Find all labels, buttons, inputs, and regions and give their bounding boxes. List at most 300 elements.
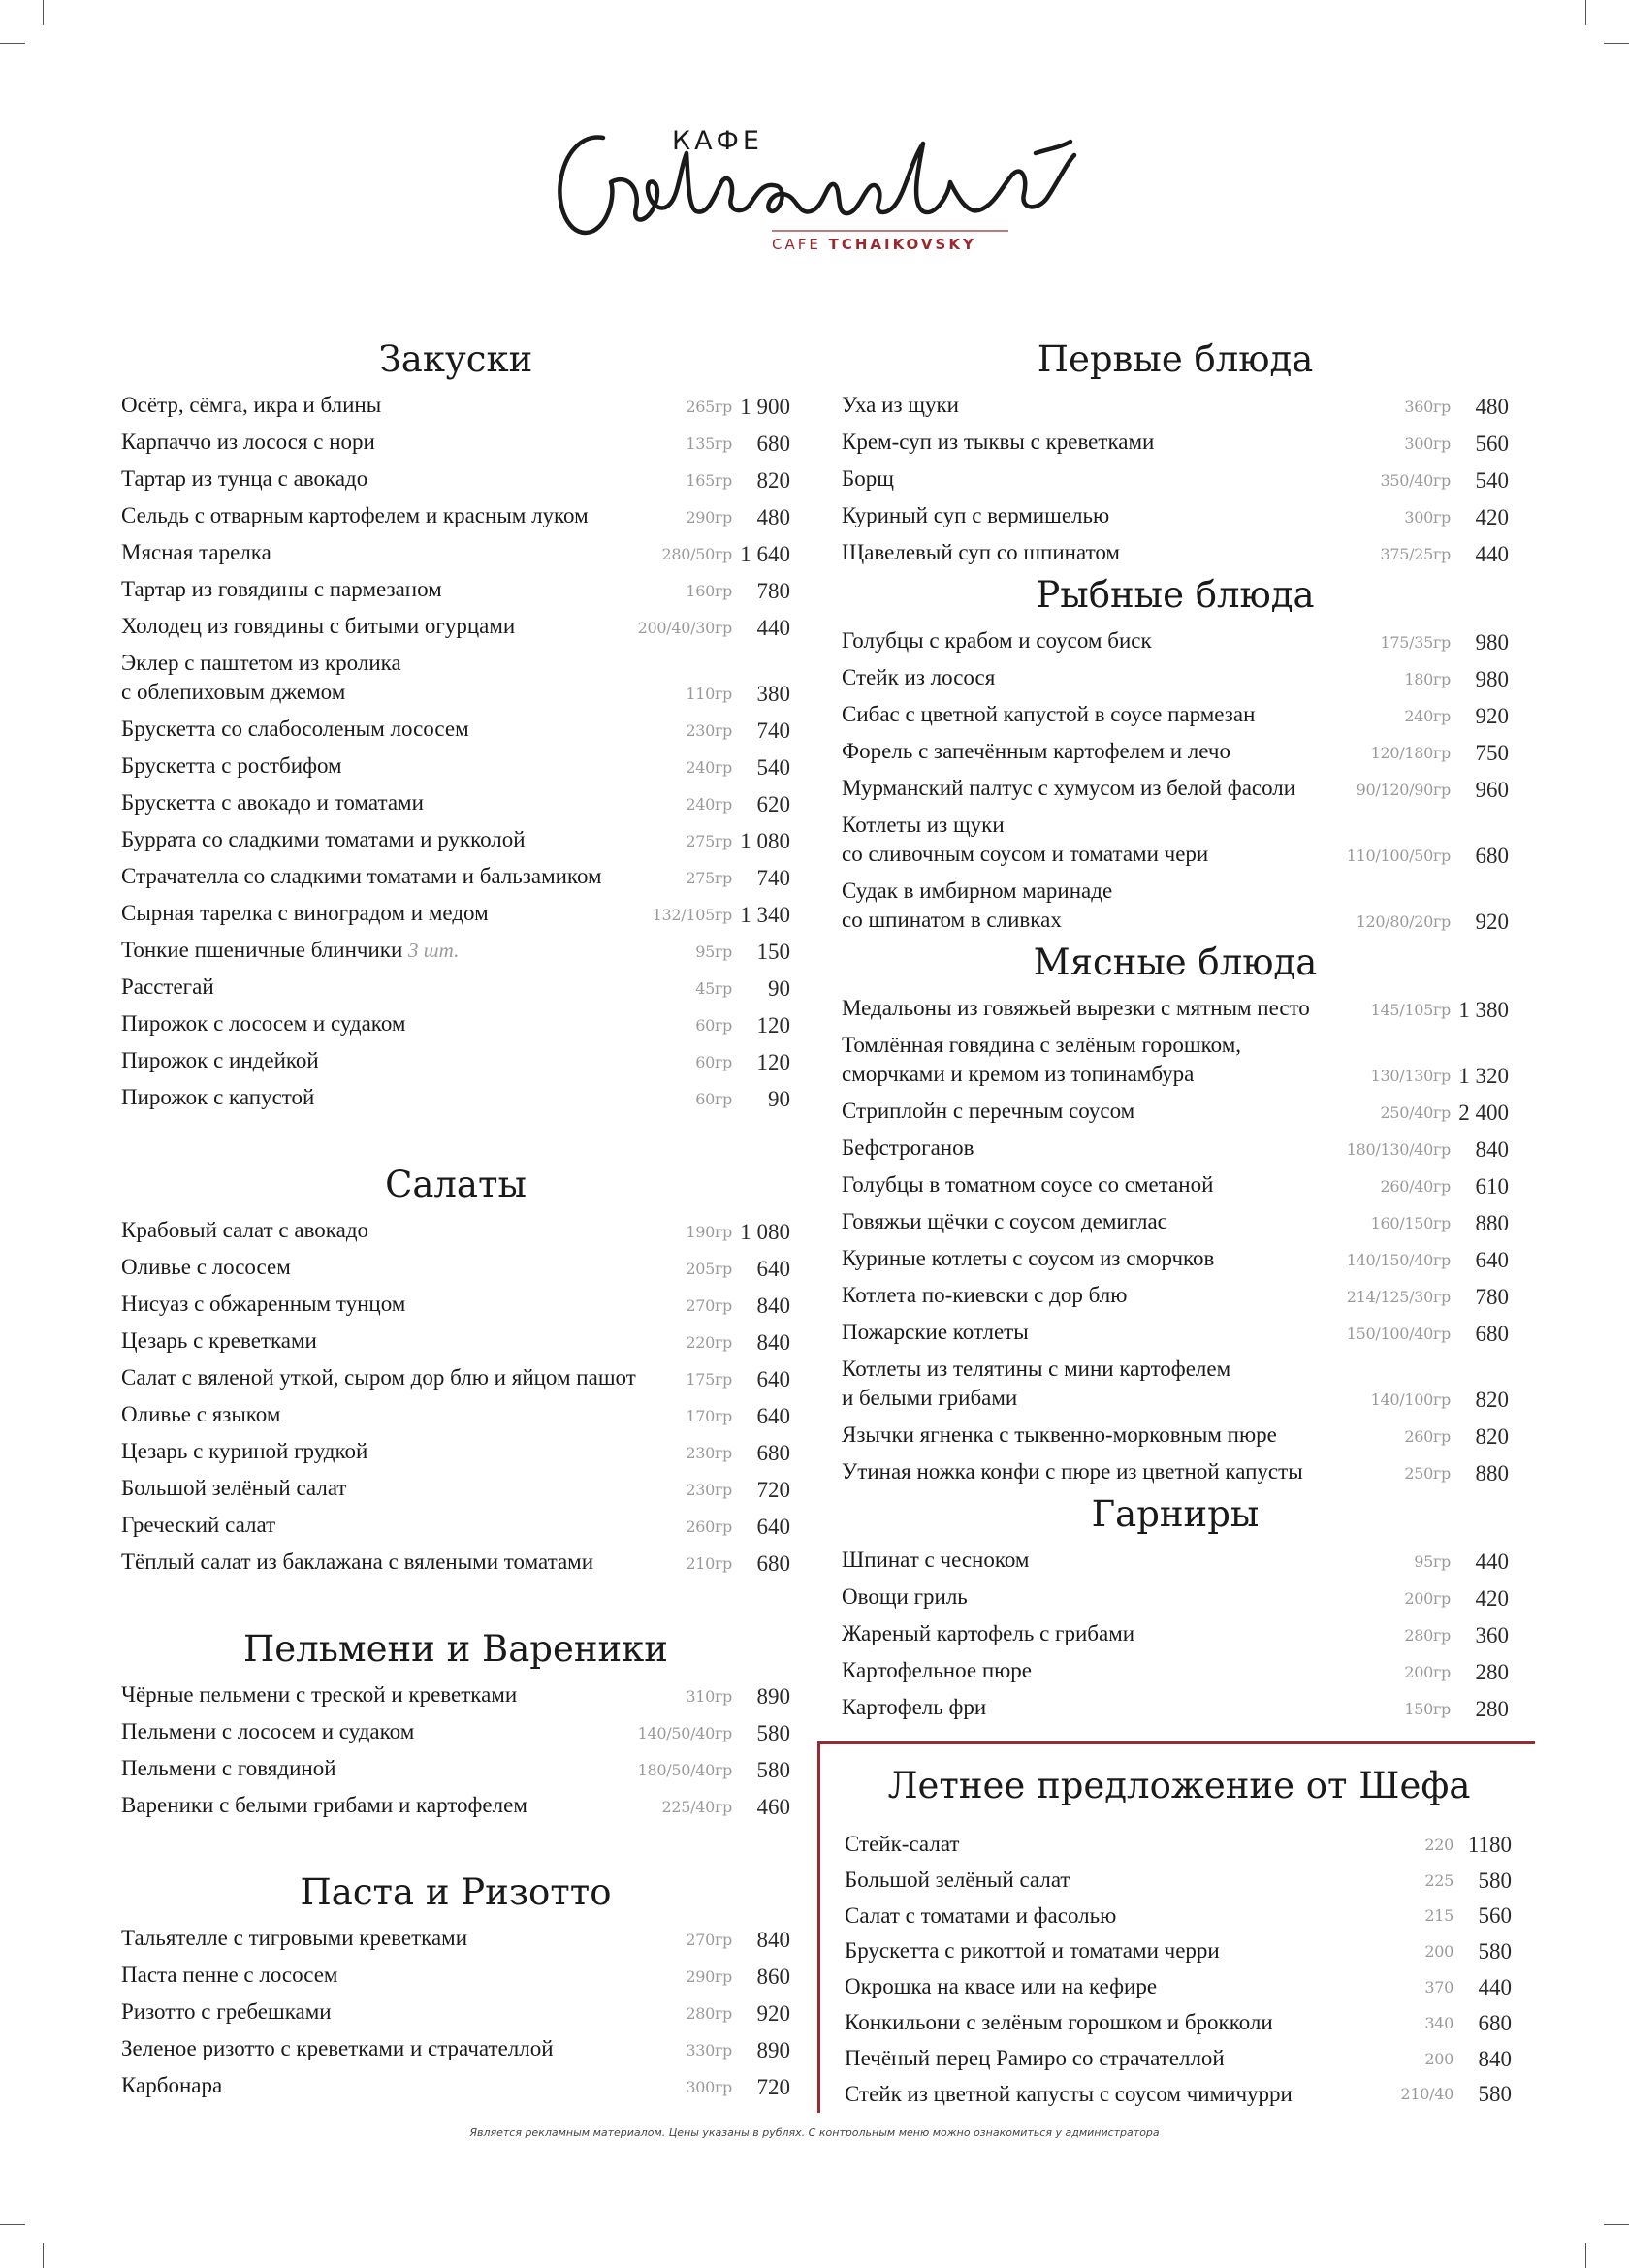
menu-item-weight: 214/125/30гр xyxy=(1346,1288,1451,1306)
menu-item-name: Ризотто с гребешками xyxy=(121,1999,332,2024)
menu-item-name: Карпаччо из лосося с нори xyxy=(121,430,375,454)
menu-item-weight: 110гр xyxy=(686,685,732,703)
menu-item-name: Оливье с лососем xyxy=(121,1255,291,1279)
crop-mark xyxy=(0,2224,25,2225)
menu-item-price: 1 380 xyxy=(1458,998,1509,1022)
menu-item-weight: 225 xyxy=(1424,1870,1453,1890)
menu-item-name: Большой зелёный салат xyxy=(845,1867,1070,1892)
menu-item-weight: 165гр xyxy=(686,471,732,490)
menu-item xyxy=(842,659,1509,696)
menu-item-weight: 180гр xyxy=(1404,670,1451,688)
menu-item-weight: 200гр xyxy=(1404,1589,1451,1608)
chef-special-box xyxy=(817,1741,1535,2113)
menu-item xyxy=(845,2076,1512,2112)
menu-item-price: 640 xyxy=(756,1515,790,1539)
menu-item xyxy=(842,1579,1509,1615)
menu-item-weight: 270гр xyxy=(686,1296,732,1315)
menu-item-name: Пожарские котлеты xyxy=(842,1320,1029,1344)
menu-item-price: 460 xyxy=(756,1795,790,1819)
menu-item-name: Уха из щуки xyxy=(842,393,959,417)
cafe-logo xyxy=(543,114,1086,260)
menu-item-price: 880 xyxy=(1475,1211,1509,1235)
menu-item xyxy=(842,1203,1509,1240)
menu-item xyxy=(121,1957,790,1994)
crop-mark xyxy=(0,43,25,44)
menu-item-price: 840 xyxy=(756,1294,790,1318)
menu-item-weight: 200гр xyxy=(1404,1663,1451,1681)
menu-item-weight: 45гр xyxy=(695,979,732,998)
menu-item xyxy=(121,461,790,497)
menu-item-name: Шпинат с чесноком xyxy=(842,1548,1030,1572)
menu-item-price: 610 xyxy=(1475,1174,1509,1198)
menu-item-weight: 220 xyxy=(1424,1835,1453,1854)
menu-item-weight: 160гр xyxy=(686,582,732,600)
menu-item-price: 960 xyxy=(1475,778,1509,802)
menu-item xyxy=(121,711,790,748)
menu-item-price: 640 xyxy=(756,1257,790,1281)
section-title: Пельмени и Вареники xyxy=(243,1628,668,1670)
menu-item-price: 840 xyxy=(1475,1137,1509,1162)
menu-item xyxy=(842,1166,1509,1203)
menu-item xyxy=(121,1323,790,1359)
menu-item xyxy=(121,645,790,711)
menu-item-name: Большой зелёный салат xyxy=(121,1476,347,1500)
menu-item-weight: 140/50/40гр xyxy=(637,1724,732,1742)
menu-item-weight: 290гр xyxy=(686,508,732,527)
menu-item xyxy=(121,424,790,461)
menu-item-price: 620 xyxy=(756,792,790,816)
menu-item-price: 860 xyxy=(756,1965,790,1989)
menu-item-name: Медальоны из говяжьей вырезки с мятным песто xyxy=(842,996,1310,1020)
menu-item-name: Зеленое ризотто с креветками и страчателлой xyxy=(121,2036,554,2060)
menu-item-price: 580 xyxy=(1478,1868,1512,1893)
menu-item-name: Паста пенне с лососем xyxy=(121,1963,338,1987)
menu-item xyxy=(121,895,790,932)
menu-item-price: 680 xyxy=(1475,1322,1509,1346)
menu-item-name: Окрошка на квасе или на кефире xyxy=(845,1974,1158,1999)
menu-item xyxy=(121,1249,790,1286)
menu-item-price: 720 xyxy=(756,1478,790,1502)
menu-column-left xyxy=(121,338,790,2104)
menu-item-price: 890 xyxy=(756,1684,790,1709)
menu-item-price: 560 xyxy=(1478,1903,1512,1929)
menu-item xyxy=(121,932,790,969)
menu-item xyxy=(842,873,1509,939)
menu-item-name: Брускетта с рикоттой и томатами черри xyxy=(845,1938,1220,1964)
menu-item-price: 580 xyxy=(1478,2082,1512,2107)
menu-item xyxy=(121,1396,790,1433)
menu-item-weight: 230гр xyxy=(686,1481,732,1499)
menu-item-name: Голубцы с крабом и соусом биск xyxy=(842,628,1152,653)
footnote: Является рекламным материалом. Цены указаны в рублях. С контрольным меню можно ознакомиться у администратора xyxy=(469,2126,1160,2139)
logo-cafe-name: TCHAIKOVSKY xyxy=(828,236,976,253)
menu-item-weight: 210гр xyxy=(686,1554,732,1573)
menu-item-name: Котлеты из щуки со сливочным соусом и томатами чери xyxy=(842,813,1209,866)
menu-item-weight: 275гр xyxy=(686,832,732,850)
menu-item xyxy=(842,1453,1509,1490)
menu-item xyxy=(842,534,1509,571)
menu-item-weight: 360гр xyxy=(1404,398,1451,416)
menu-item-price: 580 xyxy=(756,1721,790,1745)
menu-item-price: 120 xyxy=(756,1050,790,1074)
menu-item-price: 1 340 xyxy=(740,903,790,927)
menu-item-name: Брускетта с авокадо и томатами xyxy=(121,790,424,815)
menu-item-price: 1 080 xyxy=(740,1220,790,1244)
crop-mark xyxy=(43,0,44,25)
menu-item-weight: 330гр xyxy=(686,2041,732,2060)
menu-item xyxy=(842,1652,1509,1689)
menu-item-weight: 370 xyxy=(1424,1977,1453,1996)
menu-item-weight: 205гр xyxy=(686,1260,732,1278)
menu-item xyxy=(121,858,790,895)
menu-item-name: Тартар из говядины с пармезаном xyxy=(121,577,442,601)
menu-item xyxy=(842,424,1509,461)
menu-item-price: 420 xyxy=(1475,505,1509,529)
menu-item-price: 840 xyxy=(756,1928,790,1952)
crop-mark xyxy=(1585,2243,1586,2268)
menu-item-name: Стейк из цветной капусты с соусом чимичурри xyxy=(845,2081,1293,2106)
menu-item-price: 1 320 xyxy=(1458,1064,1509,1088)
menu-item xyxy=(842,1314,1509,1351)
menu-item xyxy=(121,2030,790,2067)
menu-item-weight: 210/40 xyxy=(1400,2085,1453,2104)
menu-item-price: 1 640 xyxy=(740,542,790,566)
menu-item-weight: 215 xyxy=(1424,1906,1453,1926)
chef-special-list xyxy=(845,1826,1512,2111)
menu-item-name: Жареный картофель с грибами xyxy=(842,1621,1135,1645)
menu-item xyxy=(842,1130,1509,1166)
menu-item-name: Голубцы в томатном соусе со сметаной xyxy=(842,1172,1214,1197)
menu-item-weight: 250/40гр xyxy=(1380,1103,1451,1122)
menu-item xyxy=(842,807,1509,873)
logo-cafe-tchaikovsky xyxy=(772,236,976,253)
menu-item-weight: 140/150/40гр xyxy=(1346,1251,1451,1269)
menu-item-name: Стейк-салат xyxy=(845,1832,960,1856)
menu-item-price: 750 xyxy=(1475,741,1509,765)
menu-item xyxy=(121,748,790,784)
menu-item-name: Эклер с паштетом из кролика с облепиховым джемом xyxy=(121,651,401,704)
menu-item xyxy=(842,770,1509,807)
menu-item xyxy=(842,387,1509,424)
menu-item-price: 680 xyxy=(1478,2010,1512,2035)
menu-item-price: 580 xyxy=(756,1758,790,1782)
menu-item-price: 540 xyxy=(1475,468,1509,493)
menu-item-price: 90 xyxy=(768,1087,790,1111)
menu-item-name: Тальятелле с тигровыми креветками xyxy=(121,1926,468,1950)
menu-item xyxy=(121,1920,790,1957)
menu-item-name: Пельмени с говядиной xyxy=(121,1756,336,1780)
menu-item-weight: 300гр xyxy=(686,2078,732,2096)
menu-item-weight: 132/105гр xyxy=(652,906,732,924)
menu-item-price: 480 xyxy=(1475,395,1509,419)
menu-item-name: Мурманский палтус с хумусом из белой фасоли xyxy=(842,776,1296,800)
menu-item-weight: 60гр xyxy=(695,1016,732,1035)
menu-item-weight: 300гр xyxy=(1404,508,1451,527)
menu-item-name: Брускетта со слабосоленым лососем xyxy=(121,717,469,741)
menu-item-weight: 150гр xyxy=(1404,1700,1451,1718)
menu-item-weight: 95гр xyxy=(1414,1552,1451,1571)
menu-item-name: Оливье с языком xyxy=(121,1402,281,1426)
chef-special-title: Летнее предложение от Шефа xyxy=(887,1765,1471,1806)
menu-item-weight: 260гр xyxy=(1404,1427,1451,1446)
menu-item-weight: 175/35гр xyxy=(1380,633,1451,652)
menu-item-name: Холодец из говядины с битыми огурцами xyxy=(121,614,516,638)
menu-item xyxy=(845,1933,1512,1968)
menu-item xyxy=(121,1470,790,1507)
menu-item-weight: 260/40гр xyxy=(1380,1177,1451,1196)
menu-item-price: 440 xyxy=(1475,542,1509,566)
menu-item-name: Крем-суп из тыквы с креветками xyxy=(842,430,1155,454)
menu-item-weight: 280гр xyxy=(1404,1626,1451,1645)
menu-item-weight: 280/50гр xyxy=(661,545,732,563)
menu-item-price: 440 xyxy=(756,616,790,640)
menu-item xyxy=(845,1826,1512,1862)
menu-item-price: 2 400 xyxy=(1458,1101,1509,1125)
menu-item-price: 150 xyxy=(756,940,790,964)
menu-item-price: 280 xyxy=(1475,1660,1509,1684)
menu-item-name: Буррата со сладкими томатами и рукколой xyxy=(121,827,526,851)
menu-item-weight: 140/100гр xyxy=(1370,1390,1451,1409)
menu-item-name: Карбонара xyxy=(121,2073,223,2097)
menu-item-name: Тёплый салат из баклажана с вялеными томатами xyxy=(121,1549,594,1574)
menu-item-price: 680 xyxy=(756,431,790,456)
menu-item-price: 360 xyxy=(1475,1623,1509,1647)
menu-item xyxy=(842,1240,1509,1277)
menu-item-weight: 60гр xyxy=(695,1090,732,1108)
menu-item xyxy=(845,1862,1512,1898)
menu-item-weight: 130/130гр xyxy=(1370,1067,1451,1085)
menu-item-list xyxy=(842,623,1509,939)
menu-item-weight: 145/105гр xyxy=(1370,1001,1451,1019)
menu-item xyxy=(842,990,1509,1027)
section-title: Гарниры xyxy=(1091,1493,1260,1535)
menu-item xyxy=(842,733,1509,770)
menu-item-weight: 240гр xyxy=(686,795,732,814)
menu-item-price: 90 xyxy=(768,976,790,1001)
menu-item-price: 280 xyxy=(1475,1697,1509,1721)
menu-item-name: Стриплойн с перечным соусом xyxy=(842,1099,1135,1123)
menu-item-weight: 135гр xyxy=(686,434,732,453)
menu-item xyxy=(121,784,790,821)
menu-item-price: 420 xyxy=(1475,1586,1509,1611)
menu-item xyxy=(842,1027,1509,1093)
menu-item xyxy=(121,608,790,645)
menu-item-weight: 110/100/50гр xyxy=(1346,847,1451,865)
menu-item-name: Пельмени с лососем и судаком xyxy=(121,1719,415,1743)
menu-item-name: Томлённая говядина с зелёным горошком, сморчками и кремом из топинамбура xyxy=(842,1033,1242,1086)
menu-item xyxy=(121,1507,790,1544)
menu-item-name: Салат с томатами и фасолью xyxy=(845,1902,1117,1928)
menu-item xyxy=(121,1787,790,1824)
menu-item-name: Овощи гриль xyxy=(842,1584,968,1609)
menu-item-weight: 300гр xyxy=(1404,434,1451,453)
menu-item-name: Пирожок с индейкой xyxy=(121,1048,319,1072)
menu-item-weight: 340 xyxy=(1424,2013,1453,2032)
menu-item-price: 680 xyxy=(756,1551,790,1576)
menu-item-name: Вареники с белыми грибами и картофелем xyxy=(121,1793,527,1817)
menu-item-weight: 190гр xyxy=(686,1223,732,1241)
menu-item-weight: 265гр xyxy=(686,398,732,416)
menu-item xyxy=(121,1286,790,1323)
menu-item-name: Судак в имбирном маринаде со шпинатом в сливках xyxy=(842,878,1113,932)
menu-item-weight: 290гр xyxy=(686,1967,732,1986)
menu-item-price: 480 xyxy=(756,505,790,529)
menu-item-weight: 90/120/90гр xyxy=(1356,781,1451,799)
menu-item-price: 640 xyxy=(756,1404,790,1428)
menu-item-name: Тонкие пшеничные блинчики 3 шт. xyxy=(121,938,460,962)
menu-item xyxy=(121,1042,790,1079)
menu-item xyxy=(842,1093,1509,1130)
menu-item-name: Стейк из лосося xyxy=(842,665,996,689)
menu-item-price: 1180 xyxy=(1467,1832,1512,1857)
menu-item-price: 820 xyxy=(1475,1424,1509,1449)
menu-item-weight: 240гр xyxy=(686,758,732,777)
menu-item-name: Сырная тарелка с виноградом и медом xyxy=(121,901,489,925)
menu-item-list xyxy=(842,1542,1509,1726)
menu-item-name: Картофель фри xyxy=(842,1695,987,1719)
menu-item xyxy=(121,1713,790,1750)
menu-item-weight: 275гр xyxy=(686,869,732,887)
menu-item-price: 1 080 xyxy=(740,829,790,853)
menu-item-price: 560 xyxy=(1475,431,1509,456)
menu-item-price: 720 xyxy=(756,2075,790,2099)
menu-item-name: Брускетта с ростбифом xyxy=(121,753,342,778)
menu-item xyxy=(121,1750,790,1787)
menu-item xyxy=(121,2067,790,2104)
menu-item-list xyxy=(121,1677,790,1824)
menu-item-weight: 230гр xyxy=(686,721,732,740)
menu-item-price: 980 xyxy=(1475,667,1509,691)
menu-item-name: Утиная ножка конфи с пюре из цветной капусты xyxy=(842,1459,1303,1484)
menu-item-name: Салат с вяленой уткой, сыром дор блю и яйцом пашот xyxy=(121,1365,636,1390)
menu-item-price: 120 xyxy=(756,1013,790,1038)
logo-cafe-prefix: CAFE xyxy=(772,236,821,253)
menu-item-weight: 160/150гр xyxy=(1370,1214,1451,1232)
menu-item-weight: 200 xyxy=(1424,1942,1453,1962)
crop-mark xyxy=(43,2243,44,2268)
menu-item-weight: 170гр xyxy=(686,1407,732,1425)
menu-item-price: 680 xyxy=(1475,844,1509,868)
menu-item-price: 780 xyxy=(756,579,790,603)
menu-item-name: Куриные котлеты с соусом из сморчков xyxy=(842,1246,1215,1270)
menu-item-list xyxy=(121,387,790,1116)
menu-item-weight: 95гр xyxy=(695,942,732,961)
menu-item xyxy=(121,1677,790,1713)
menu-item xyxy=(842,1542,1509,1579)
menu-item-name: Сибас с цветной капустой в соусе пармезан xyxy=(842,702,1256,726)
menu-item xyxy=(842,696,1509,733)
menu-item-name: Нисуаз с обжаренным тунцом xyxy=(121,1292,406,1316)
menu-item xyxy=(121,1079,790,1116)
menu-item xyxy=(121,1212,790,1249)
menu-item-price: 540 xyxy=(756,755,790,780)
menu-item xyxy=(845,1968,1512,2004)
menu-item-price: 740 xyxy=(756,719,790,743)
section-title: Мясные блюда xyxy=(1033,942,1318,983)
menu-item-name: Щавелевый суп со шпинатом xyxy=(842,540,1120,564)
menu-item-name: Пирожок с капустой xyxy=(121,1085,315,1109)
menu-item-price: 840 xyxy=(1478,2046,1512,2071)
menu-item xyxy=(121,1994,790,2030)
menu-item-price: 820 xyxy=(756,468,790,493)
menu-item-weight: 240гр xyxy=(1404,707,1451,725)
menu-item-weight: 375/25гр xyxy=(1380,545,1451,563)
section-title: Рыбные блюда xyxy=(1036,574,1315,616)
menu-item-price: 380 xyxy=(756,682,790,706)
menu-item-price: 880 xyxy=(1475,1461,1509,1485)
menu-item xyxy=(842,1689,1509,1726)
menu-item-weight: 180/50/40гр xyxy=(637,1761,732,1779)
menu-column-right xyxy=(842,338,1509,1726)
menu-item-price: 440 xyxy=(1475,1549,1509,1574)
menu-item xyxy=(121,1544,790,1581)
menu-item-name: Язычки ягненка с тыквенно-морковным пюре xyxy=(842,1422,1277,1447)
menu-item-name: Котлета по-киевски с дор блю xyxy=(842,1283,1128,1307)
menu-item-weight: 270гр xyxy=(686,1931,732,1949)
menu-item-price: 440 xyxy=(1478,1974,1512,1999)
menu-item-price: 640 xyxy=(1475,1248,1509,1272)
menu-item xyxy=(845,2040,1512,2076)
menu-item-price: 640 xyxy=(756,1367,790,1391)
menu-item-weight: 200 xyxy=(1424,2049,1453,2068)
menu-item-price: 580 xyxy=(1478,1939,1512,1965)
menu-item-name: Говяжьи щёчки с соусом демиглас xyxy=(842,1209,1167,1233)
menu-item xyxy=(121,1359,790,1396)
menu-item-weight: 225/40гр xyxy=(661,1798,732,1816)
menu-item-weight: 60гр xyxy=(695,1053,732,1071)
menu-item xyxy=(842,1615,1509,1652)
menu-item-weight: 150/100/40гр xyxy=(1346,1325,1451,1343)
menu-item-weight: 230гр xyxy=(686,1444,732,1462)
menu-item xyxy=(121,534,790,571)
section-title: Первые блюда xyxy=(1037,338,1314,380)
menu-item-name: Котлеты из телятины с мини картофелем и белыми грибами xyxy=(842,1357,1231,1410)
menu-item xyxy=(121,497,790,534)
menu-item xyxy=(121,969,790,1006)
menu-item-name: Греческий салат xyxy=(121,1513,276,1537)
menu-item-weight: 120/80/20гр xyxy=(1356,912,1451,931)
section-title: Салаты xyxy=(385,1164,527,1205)
menu-item-weight: 220гр xyxy=(686,1333,732,1352)
crop-mark xyxy=(1604,2224,1629,2225)
menu-item-price: 1 900 xyxy=(740,395,790,419)
menu-item-name: Борщ xyxy=(842,466,894,491)
menu-item-weight: 350/40гр xyxy=(1380,471,1451,490)
section-title: Паста и Ризотто xyxy=(300,1871,612,1913)
menu-item-name: Чёрные пельмени с треской и креветками xyxy=(121,1682,518,1707)
menu-item-name: Пирожок с лососем и судаком xyxy=(121,1011,406,1036)
menu-item xyxy=(121,821,790,858)
menu-item-name: Расстегай xyxy=(121,974,214,999)
menu-item xyxy=(121,1433,790,1470)
menu-item xyxy=(845,1898,1512,1933)
menu-item-price: 780 xyxy=(1475,1285,1509,1309)
menu-item-weight: 310гр xyxy=(686,1687,732,1706)
crop-mark xyxy=(1604,43,1629,44)
menu-item-price: 740 xyxy=(756,866,790,890)
menu-item-price: 840 xyxy=(756,1330,790,1355)
menu-item xyxy=(121,387,790,424)
menu-item-note: 3 шт. xyxy=(408,939,460,962)
menu-item-name: Цезарь с куриной грудкой xyxy=(121,1439,368,1463)
menu-item-weight: 175гр xyxy=(686,1370,732,1389)
menu-item-weight: 120/180гр xyxy=(1370,744,1451,762)
menu-item-weight: 280гр xyxy=(686,2004,732,2023)
menu-item-name: Осётр, сёмга, икра и блины xyxy=(121,393,382,417)
menu-item-name: Форель с запечённым картофелем и лечо xyxy=(842,739,1230,763)
menu-item xyxy=(842,1277,1509,1314)
menu-item-name: Цезарь с креветками xyxy=(121,1328,317,1353)
